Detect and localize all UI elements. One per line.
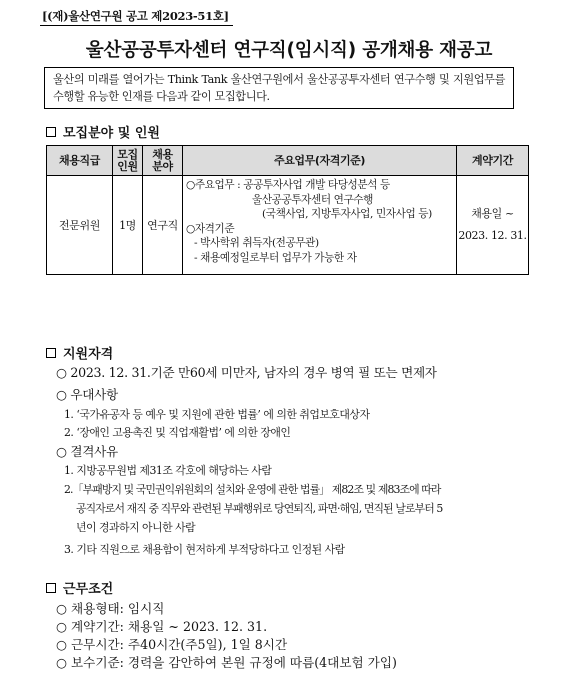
header-period: 계약기간 — [457, 146, 529, 176]
duty-line: - 박사학위 취득자(전공무관) — [194, 237, 319, 249]
disqualification-title: ○ 결격사유 — [56, 444, 118, 459]
period-line: 채용일 ~ — [471, 207, 514, 220]
section-heading-label: 모집분야 및 인원 — [63, 126, 160, 141]
header-field: 채용 분야 — [143, 146, 183, 176]
square-bullet-icon — [46, 583, 56, 593]
qualification-age: ○ 2023. 12. 31.기준 만60세 미만자, 남자의 경우 병역 필 또는 면제자 — [56, 365, 437, 380]
intro-box: 울산의 미래를 열어가는 Think Tank 울산연구원에서 울산공공투자센터 연구수행 및 지원업무를 수행할 유능한 인재를 다음과 같이 모집합니다. — [44, 67, 514, 109]
disqualification-item: 1. 지방공무원법 제31조 각호에 해당하는 사람 — [64, 464, 272, 477]
section-heading-conditions — [46, 578, 113, 597]
header-grade: 채용직급 — [47, 146, 113, 176]
cell-duties — [183, 176, 457, 275]
duty-line: - 채용예정일로부터 업무가 가능한 자 — [194, 251, 357, 264]
disqualification-item: 2.「부패방지 및 국민권익위원회의 설치와 운영에 관한 법률」 제82조 및 제83조에 따라 — [64, 483, 441, 496]
section-heading-label: 지원자격 — [63, 347, 114, 362]
square-bullet-icon — [46, 127, 56, 137]
notice-number: [(재)울산연구원 공고 제2023-51호] — [40, 8, 233, 26]
recruitment-table — [46, 145, 529, 275]
cell-field: 연구직 — [143, 176, 183, 275]
page-title: 울산공공투자센터 연구직(임시직) 공개채용 재공고 — [85, 40, 493, 61]
condition-type: ○ 채용형태: 임시직 — [56, 601, 165, 616]
cell-period — [457, 176, 529, 275]
header-duties: 주요업무(자격기준) — [183, 146, 457, 176]
table-row — [47, 176, 529, 275]
cell-count: 1명 — [113, 176, 143, 275]
disqualification-item-cont: 공직자로서 재직 중 직무와 관련된 부패행위로 당연퇴직, 파면·해임, 면직된 날로부터 5 — [76, 502, 443, 515]
duty-line: (국책사업, 지방투자사업, 민자사업 등) — [262, 208, 432, 220]
duty-line: ○주요업무 : 공공투자사업 개발 타당성분석 등 — [186, 179, 390, 191]
section-heading-recruitment — [46, 122, 160, 141]
disqualification-item: 3. 기타 직원으로 채용함이 현저하게 부적당하다고 인정된 사람 — [64, 543, 345, 556]
section-heading-label: 근무조건 — [63, 582, 114, 597]
table-header-row — [47, 146, 529, 176]
duty-line: ○자격기준 — [186, 222, 235, 235]
duty-line: 울산공공투자센터 연구수행 — [252, 193, 373, 206]
preference-item: 1. ‘국가유공자 등 예우 및 지원에 관한 법률’ 에 의한 취업보호대상자 — [64, 408, 370, 421]
condition-pay: ○ 보수기준: 경력을 감안하여 본원 규정에 따름(4대보험 가입) — [56, 655, 397, 670]
preference-title: ○ 우대사항 — [56, 387, 118, 402]
condition-period: ○ 계약기간: 채용일 ~ 2023. 12. 31. — [56, 619, 268, 634]
section-heading-qualifications — [46, 343, 113, 362]
cell-grade: 전문위원 — [47, 176, 113, 275]
preference-item: 2. ‘장애인 고용촉진 및 직업재활법’ 에 의한 장애인 — [64, 426, 291, 439]
disqualification-item-cont: 년이 경과하지 아니한 사람 — [76, 521, 196, 534]
square-bullet-icon — [46, 348, 56, 358]
period-line: 2023. 12. 31. — [458, 229, 527, 242]
header-count: 모집 인원 — [113, 146, 143, 176]
condition-hours: ○ 근무시간: 주40시간(주5일), 1일 8시간 — [56, 637, 288, 652]
